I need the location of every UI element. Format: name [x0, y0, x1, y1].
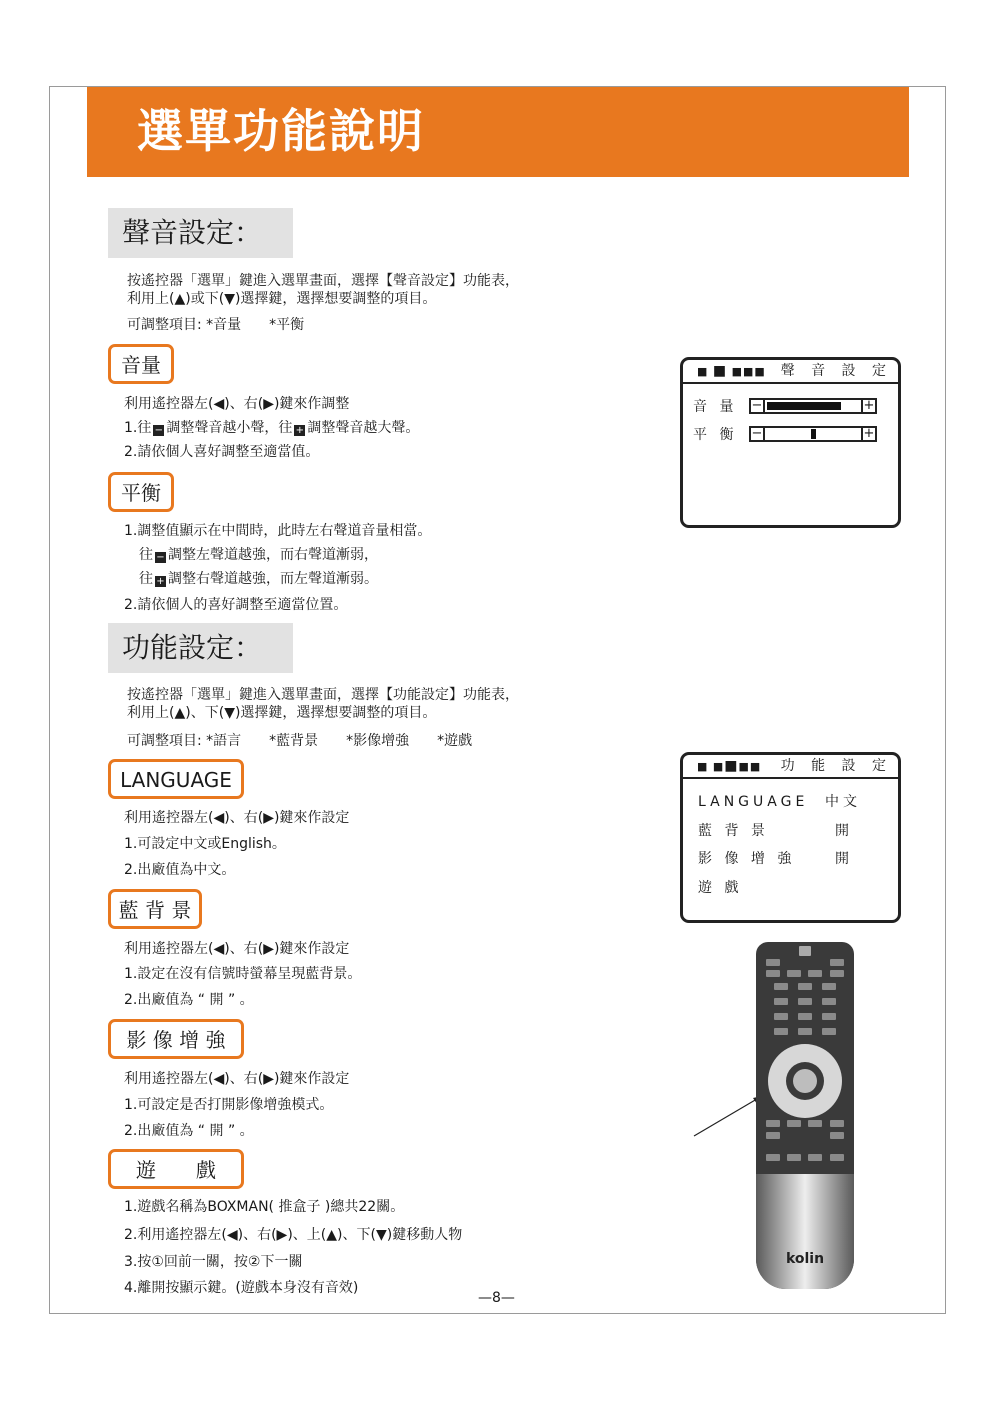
plus-icon: + — [861, 398, 877, 414]
up-arrow-icon: ▲ — [174, 291, 186, 307]
minus-icon: − — [749, 398, 765, 414]
balance-line1: 1.調整值顯示在中間時，此時左右聲道音量相當。 — [124, 523, 432, 539]
osd-volume-label: 音 量 — [693, 399, 738, 415]
osd-row-name: LANGUAGE — [698, 794, 809, 810]
right-arrow-icon: ▶ — [276, 1227, 288, 1243]
title-banner — [87, 87, 909, 177]
function-intro-line1: 按遙控器「選單」鍵進入選單畫面，選擇【功能設定】功能表， — [127, 687, 519, 703]
enhance-line1: 利用遙控器左(◀)、右(▶)鍵來作設定 — [124, 1071, 350, 1087]
remote-brand-logo: kolin — [785, 1251, 825, 1267]
left-arrow-icon: ◀ — [213, 396, 225, 412]
sound-section-heading — [108, 208, 293, 258]
osd-title: 功 能 設 定 — [780, 758, 892, 774]
page-title: 選單功能說明 — [137, 104, 425, 158]
game-line4: 4.離開按顯示鍵。(遊戲本身沒有音效) — [124, 1280, 359, 1296]
osd-function-panel — [680, 752, 901, 923]
menu-page-dots-icon: ■ ■■■■ — [697, 758, 762, 774]
remote-dpad-icon — [768, 1044, 842, 1118]
bluebg-line3: 2.出廠值為 “ 開 ” 。 — [124, 992, 254, 1008]
enhance-label-box: 影 像 增 強 — [108, 1019, 244, 1059]
bluebg-line2: 1.設定在沒有信號時螢幕呈現藍背景。 — [124, 966, 362, 982]
down-arrow-icon: ▼ — [224, 705, 235, 721]
sound-adjustable-items: 可調整項目: *音量 *平衡 — [127, 317, 305, 333]
function-heading-text: 功能設定： — [122, 631, 263, 664]
language-line3: 2.出廠值為中文。 — [124, 862, 236, 878]
volume-bar-fill — [767, 402, 841, 410]
down-arrow-icon: ▼ — [375, 1227, 387, 1243]
sound-intro-line2: 利用上(▲)或下(▼)選擇鍵，選擇想要調整的項目。 — [127, 291, 437, 307]
right-arrow-icon: ▶ — [263, 396, 274, 412]
balance-marker — [811, 429, 816, 439]
sound-intro-line1: 按遙控器「選單」鍵進入選單畫面，選擇【聲音設定】功能表， — [127, 273, 519, 289]
volume-bar — [749, 398, 877, 414]
volume-line2: 1.往 − 調整聲音越小聲，往 + 調整聲音越大聲。 — [124, 420, 420, 436]
right-arrow-icon: ▶ — [263, 810, 274, 826]
plus-icon: + — [861, 426, 877, 442]
left-arrow-icon: ◀ — [226, 1227, 238, 1243]
left-arrow-icon: ◀ — [213, 1071, 225, 1087]
osd-title: 聲 音 設 定 — [780, 363, 892, 379]
game-line3: 3.按①回前一關，按②下一關 — [124, 1254, 303, 1270]
minus-icon: − — [154, 425, 164, 436]
function-intro-line2: 利用上(▲)、下(▼)選擇鍵，選擇想要調整的項目。 — [127, 705, 437, 721]
bluebg-line1: 利用遙控器左(◀)、右(▶)鍵來作設定 — [124, 941, 350, 957]
remote-control-image — [756, 942, 854, 1289]
osd-header — [683, 755, 898, 779]
function-section-heading — [108, 623, 293, 673]
game-label-box: 遊 戲 — [108, 1149, 244, 1189]
osd-row-value: 中文 — [825, 794, 861, 810]
game-line2: 2.利用遙控器左(◀)、右(▶)、上(▲)、下(▼)鍵移動人物 — [124, 1227, 463, 1243]
balance-bar — [749, 426, 877, 442]
balance-line4: 2.請依個人的喜好調整至適當位置。 — [124, 597, 348, 613]
enhance-line2: 1.可設定是否打開影像增強模式。 — [124, 1097, 334, 1113]
right-arrow-icon: ▶ — [263, 1071, 274, 1087]
plus-icon: + — [156, 576, 165, 587]
up-arrow-icon: ▲ — [326, 1227, 338, 1243]
osd-row-name: 遊 戲 — [698, 880, 743, 896]
down-arrow-icon: ▼ — [224, 291, 235, 307]
left-arrow-icon: ◀ — [213, 941, 225, 957]
osd-row-name: 藍 背 景 — [698, 823, 769, 839]
sound-heading-text: 聲音設定： — [122, 216, 263, 249]
page-number: —8— — [478, 1290, 515, 1306]
volume-line3: 2.請依個人喜好調整至適當值。 — [124, 444, 320, 460]
balance-line3: 往 + 調整右聲道越強，而左聲道漸弱。 — [139, 571, 378, 587]
function-adjustable-items: 可調整項目: *語言 *藍背景 *影像增強 *遊戲 — [127, 733, 473, 749]
balance-line2: 往 − 調整左聲道越強，而右聲道漸弱， — [139, 547, 378, 563]
minus-icon: − — [749, 426, 765, 442]
minus-icon: − — [156, 552, 165, 563]
plus-icon: + — [295, 425, 305, 436]
language-line1: 利用遙控器左(◀)、右(▶)鍵來作設定 — [124, 810, 350, 826]
right-arrow-icon: ▶ — [263, 941, 274, 957]
osd-balance-label: 平 衡 — [693, 427, 738, 443]
language-line2: 1.可設定中文或English。 — [124, 836, 286, 852]
balance-label-box: 平衡 — [108, 472, 174, 512]
osd-sound-panel — [680, 357, 901, 528]
language-label-box: LANGUAGE — [108, 759, 244, 799]
osd-row-value: 開 — [835, 823, 853, 839]
up-arrow-icon: ▲ — [174, 705, 186, 721]
osd-row-value: 開 — [835, 851, 853, 867]
volume-line1: 利用遙控器左(◀)、右(▶)鍵來作調整 — [124, 396, 350, 412]
menu-page-dots-icon: ■ ■ ■■■ — [697, 363, 766, 379]
left-arrow-icon: ◀ — [213, 810, 225, 826]
bluebg-label-box: 藍 背 景 — [108, 889, 202, 929]
volume-label-box: 音量 — [108, 344, 174, 384]
osd-row-name: 影 像 增 強 — [698, 851, 796, 867]
enhance-line3: 2.出廠值為 “ 開 ” 。 — [124, 1123, 254, 1139]
osd-header — [683, 360, 898, 384]
game-line1: 1.遊戲名稱為BOXMAN( 推盒子 )總共22關。 — [124, 1199, 405, 1215]
power-button-icon — [799, 946, 811, 956]
